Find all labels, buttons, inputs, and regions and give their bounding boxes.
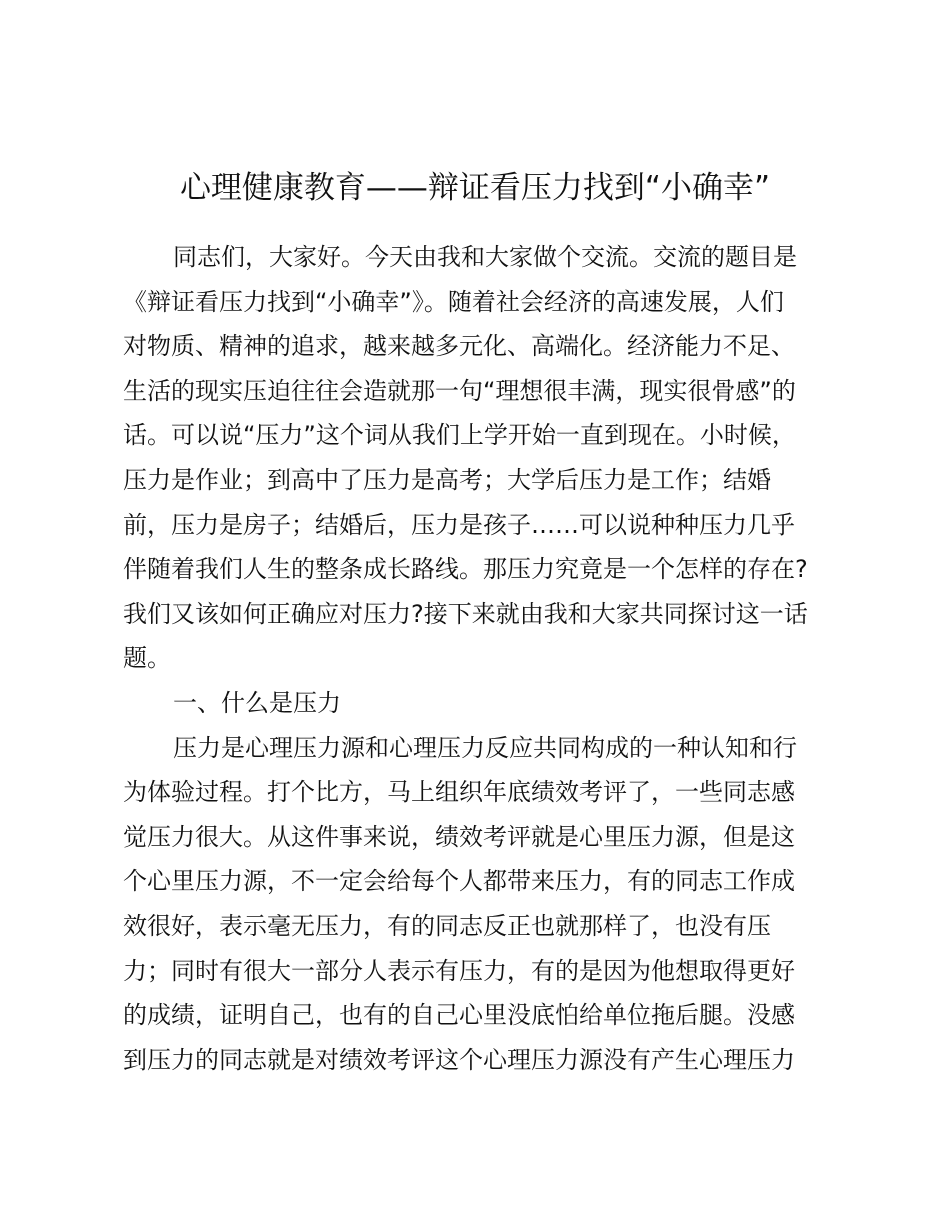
paragraph-line: 题。 (123, 644, 171, 673)
paragraph-line: 前，压力是房子；结婚后，压力是孩子……可以说种种压力几乎 (123, 510, 795, 539)
paragraph-line: 力；同时有很大一部分人表示有压力，有的是因为他想取得更好 (123, 956, 795, 985)
section-heading: 一、什么是压力 (173, 688, 341, 717)
paragraph-line: 觉压力很大。从这件事来说，绩效考评就是心里压力源，但是这 (123, 822, 795, 851)
paragraph-line: 个心里压力源，不一定会给每个人都带来压力，有的同志工作成 (123, 867, 795, 896)
paragraph-line: 对物质、精神的追求，越来越多元化、高端化。经济能力不足、 (123, 332, 795, 361)
paragraph-line: 压力是作业；到高中了压力是高考；大学后压力是工作；结婚 (123, 465, 771, 494)
paragraph-line: 生活的现实压迫往往会造就那一句“理想很丰满，现实很骨感”的 (123, 376, 796, 405)
paragraph-line: 伴随着我们人生的整条成长路线。那压力究竟是一个怎样的存在? (123, 555, 808, 584)
paragraph-line: 我们又该如何正确应对压力?接下来就由我和大家共同探讨这一话 (123, 599, 808, 628)
paragraph-line: 同志们，大家好。今天由我和大家做个交流。交流的题目是 (173, 243, 797, 271)
paragraph-line: 《辩证看压力找到“小确幸”》。随着社会经济的高速发展，人们 (123, 287, 784, 316)
paragraph-line: 的成绩，证明自己，也有的自己心里没底怕给单位拖后腿。没感 (123, 1001, 795, 1030)
paragraph-line: 话。可以说“压力”这个词从我们上学开始一直到现在。小时候， (123, 421, 796, 450)
document-body (123, 235, 833, 1082)
paragraph-line: 压力是心理压力源和心理压力反应共同构成的一种认知和行 (173, 733, 797, 762)
paragraph-line: 为体验过程。打个比方，马上组织年底绩效考评了，一些同志感 (123, 778, 795, 807)
document-title: 心理健康教育——辩证看压力找到“小确幸” (179, 170, 771, 206)
paragraph-line: 到压力的同志就是对绩效考评这个心理压力源没有产生心理压力 (123, 1045, 795, 1074)
paragraph-line: 效很好，表示毫无压力，有的同志反正也就那样了，也没有压 (123, 911, 771, 940)
